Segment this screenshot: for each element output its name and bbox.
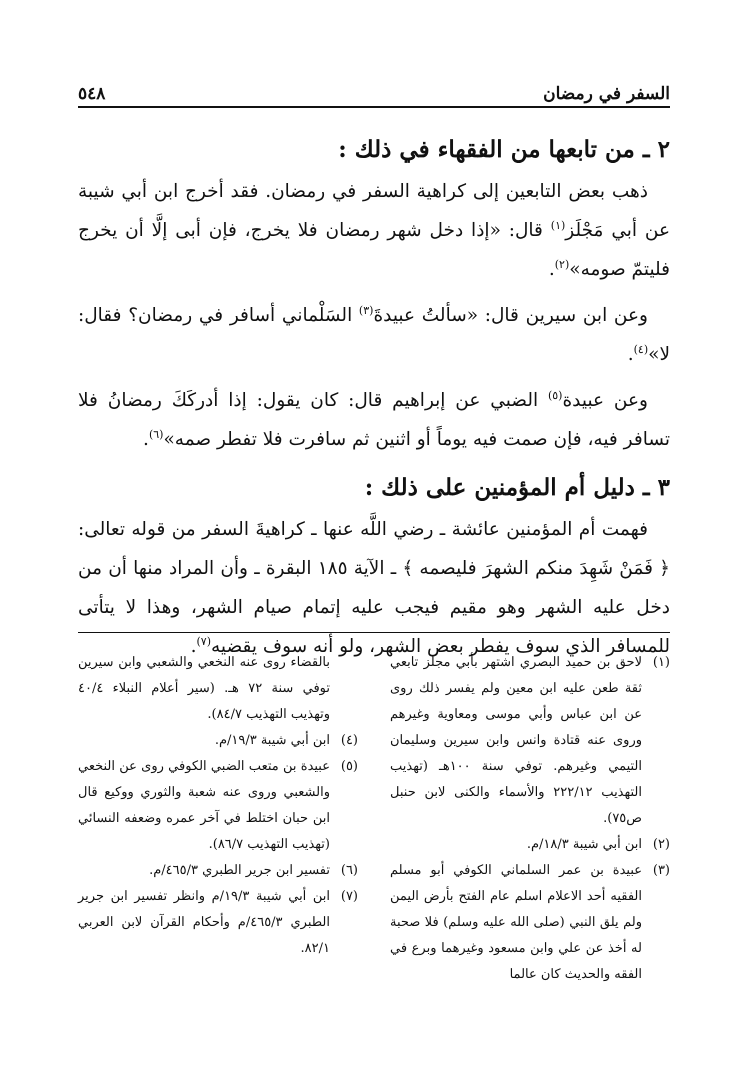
footnote-number: (٤): [340, 733, 358, 748]
main-text: [78, 128, 670, 673]
section-2-heading: ٢ ـ من تابعها من الفقهاء في ذلك :: [338, 136, 670, 163]
footnote-continuation: بالقضاء روى عنه النخعي والشعبي وابن سيرين توفي سنة ٧٢ هـ. (سير أعلام النبلاء ٤٠/٤ وتهذيب التهذيب ٨٤/٧).: [78, 655, 331, 722]
footnote-item: [390, 832, 670, 858]
footnote-number: (٦): [340, 863, 358, 878]
footnote-divider: [78, 632, 670, 633]
running-header: [78, 78, 670, 104]
page-number: ٥٤٨: [78, 84, 106, 104]
section-2-paragraph-3: وعن عبيدة$^{(٥)}$ الضبي عن إبراهيم قال: كان يقول: إذا أدركَكَ رمضانُ فلا تسافر فيه، فإن صمت فيه يوماً أو اثنين ثم سافرت فلا تفطر صمه»$^{(٦)}$.: [78, 388, 670, 450]
footnote-item: [78, 884, 358, 962]
footnote-text: ابن أبي شيبة ١٩/٣/م وانظر تفسير ابن جرير الطبري ٤٦٥/٣/م وأحكام القرآن لابن العربي ٨٢/١.: [78, 889, 331, 956]
footnotes-right-column: [390, 650, 670, 988]
footnote-ref[interactable]: (٣): [358, 303, 374, 317]
footnote-text: تفسير ابن جرير الطبري ٤٦٥/٣/م.: [149, 863, 330, 878]
footnote-number: (١): [652, 655, 670, 670]
footnote-item: [78, 858, 358, 884]
footnote-ref[interactable]: (٧): [196, 634, 211, 648]
section-3-heading: ٣ ـ دليل أم المؤمنين على ذلك :: [364, 474, 670, 501]
footnote-text: ابن أبي شيبة ١٨/٣/م.: [526, 837, 642, 852]
footnote-ref[interactable]: (٤): [633, 342, 649, 356]
footnote-text: عبيدة بن عمر السلماني الكوفي أبو مسلم الفقيه أحد الاعلام اسلم عام الفتح بأرض اليمن ولم يلق النبي (صلى الله عليه وسلم) فلا صحبة له أخذ عن علي وابن مسعود وغيرهما وبرع في الفقه والحديث كان عالما: [390, 863, 642, 982]
footnote-item: [390, 858, 670, 988]
footnotes: [78, 650, 670, 988]
footnote-ref[interactable]: (٥): [547, 388, 563, 402]
footnote-number: (٧): [340, 889, 358, 904]
footnotes-left-column: [78, 650, 358, 988]
running-title: السفر في رمضان: [543, 84, 670, 104]
footnote-text: ابن أبي شيبة ١٩/٣/م.: [214, 733, 330, 748]
footnote-ref[interactable]: (١): [550, 218, 566, 232]
footnote-item: [390, 650, 670, 832]
section-2-paragraph-2: وعن ابن سيرين قال: «سألتُ عبيدةَ$^{(٣)}$ السَلْماني أسافر في رمضان؟ فقال: لا»$^{(٤)}$.: [78, 303, 670, 365]
footnote-item: [78, 728, 358, 754]
footnote-ref[interactable]: (٦): [148, 427, 164, 441]
footnote-ref[interactable]: (٢): [554, 257, 570, 271]
footnote-number: (٣): [652, 863, 670, 878]
footnote-item: [78, 754, 358, 858]
header-divider: [78, 106, 670, 108]
section-2-paragraph-1: ذهب بعض التابعين إلى كراهية السفر في رمضان. فقد أخرج ابن أبي شيبة عن أبي مَجْلَز$^{(١)}$ قال: «إذا دخل شهر رمضان فلا يخرج، فإن أبى إلَّا أن يخرج فليتمّ صومه»$^{(٢)}$.: [78, 181, 670, 280]
section-3-paragraph-1: فهمت أم المؤمنين عائشة ـ رضي اللَّه عنها ـ كراهيةَ السفر من قوله تعالى: ﴿ فَمَنْ شَهِدَ منكم الشهرَ فليصمه ﴾ ـ الآية ١٨٥ البقرة ـ وأن المراد منها أن من دخل عليه الشهر وهو مقيم فيجب عليه إتمام صيام الشهر، وهذا لا يتأتى للمسافر الذي سوف يفطر بعض الشهر، ولو أنه سوف يقضيه$^{(٧)}$.: [78, 519, 670, 657]
footnote-number: (٢): [652, 837, 670, 852]
footnote-text: لاحق بن حميد البصري اشتهر بأبي مجلز تابعي ثقة طعن عليه ابن معين ولم يفسر ذلك روى عن ابن عباس وأبي موسى ومعاوية وغيرهم وروى عنه قتادة وانس وابن سيرين وسليمان التيمي وغيرهم. توفي سنة ١٠٠هـ (تهذيب التهذيب ٢٢٢/١٢ والأسماء والكنى لابن حنبل ص٧٥).: [390, 655, 642, 826]
footnote-text: عبيدة بن متعب الضبي الكوفي روى عن النخعي والشعبي وروى عنه شعبة والثوري ووكيع قال ابن حبان اختلط في آخر عمره وضعفه النسائي (تهذيب التهذيب ٨٦/٧).: [78, 759, 330, 852]
footnote-number: (٥): [340, 759, 358, 774]
